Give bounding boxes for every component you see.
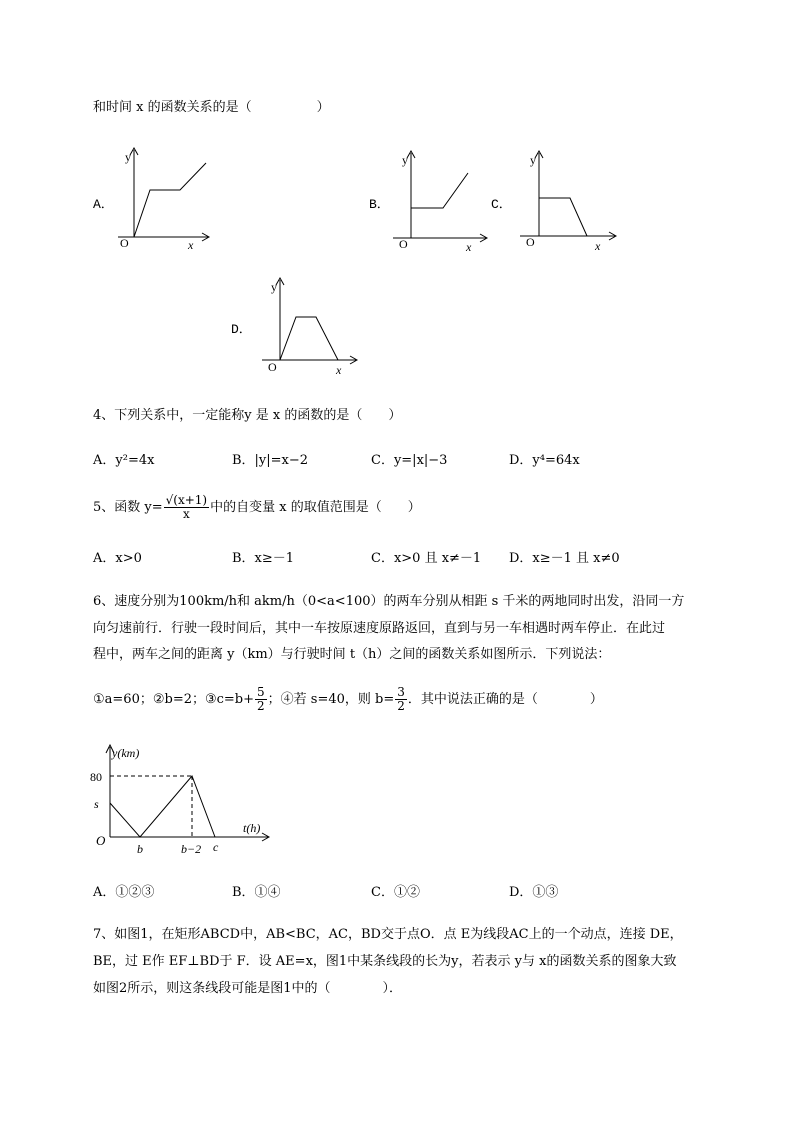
q6-option-d: D．①③ [509,885,559,900]
graph-a [110,145,220,250]
graph-a-label: A． [93,197,114,212]
q5-option-b: B．x≥－1 [232,551,295,566]
q4-option-d: D．y⁴=64x [509,453,580,468]
graph-a-x: x [188,238,194,252]
q6-option-a: A．①②③ [93,885,155,900]
q6-tick-80: 80 [90,770,102,784]
graph-c-x: x [595,239,601,253]
graph-b-label: B． [369,197,390,212]
q5-stem: 5、函数 y= $\frac{√(x+1)}{x}$ 中的自变量 x 的取值范围是（ ） [93,493,421,521]
graph-d-label: D． [231,322,252,337]
graph-c-o: O [526,235,535,249]
q3-stem: 和时间 x 的函数关系的是（ ） [93,100,330,115]
q6-line-1: 6、速度分别为100km/h和 akm/h（0<a<100）的两车分别从相距 s 千米的两地同时出发，沿同一方 [93,594,685,609]
graph-d-o: O [268,360,277,374]
q4-option-b: B．|y|=x−2 [232,453,309,468]
q6-statements: ①a=60；②b=2；③c=b+ $\frac{5}{2}$ ；④若 s=40，则 b= $\frac{3}{2}$ ．其中说法正确的是（ ） [93,685,603,713]
graph-c [515,148,625,253]
graph-b-y: y [402,153,408,167]
q6-line-3: 程中，两车之间的距离 y（km）与行驶时间 t（h）之间的函数关系如图所示．下列说法： [93,647,611,662]
graph-b [388,148,498,253]
q4-stem: 4、下列关系中，一定能称y 是 x 的函数的是（ ） [93,408,402,423]
q5-option-c: C．x>0 且 x≠－1 [371,551,482,566]
q6-tick-c: c [213,840,219,854]
graph-c-y: y [530,153,536,167]
q6-fraction-1: $\frac{5}{2}$ [257,685,265,713]
q6-tick-b: b [137,842,143,856]
q4-option-c: C．y=|x|−3 [371,453,448,468]
q6-tick-b2: b−2 [181,842,202,856]
q6-graph [88,745,278,857]
graph-a-y: y [125,150,131,164]
q6-line-2: 向匀速前行．行驶一段时间后，其中一车按原速度原路返回，直到与另一车相遇时两车停止．在此过 [93,621,666,636]
graph-a-o: O [120,236,129,250]
q7-line-1: 7、如图1，在矩形ABCD中，AB<BC，AC，BD交于点O．点 E为线段AC上的一个动点，连接 DE， [93,927,683,942]
q4-option-a: A．y²=4x [93,453,155,468]
q6-option-c: C．①② [371,885,420,900]
q6-origin: O [96,833,106,848]
graph-b-x: x [466,240,472,254]
q6-x-label: t(h) [243,821,261,835]
graph-b-o: O [399,237,408,251]
q6-option-b: B．①④ [232,885,281,900]
q6-y-label: y(km) [112,746,140,760]
graph-d-x: x [336,363,342,377]
q7-line-2: BE，过 E作 EF⊥BD于 F．设 AE=x，图1中某条线段的长为y，若表示 y与 x的函数关系的图象大致 [93,954,677,969]
q5-fraction: $\frac{√(x+1)}{x}$ [165,493,208,521]
q7-line-3: 如图2所示，则这条线段可能是图1中的（ ）． [93,981,403,996]
q6-tick-s: s [94,797,99,811]
graph-c-label: C． [491,197,512,212]
graph-d [258,275,368,380]
q5-option-d: D．x≥－1 且 x≠0 [509,551,620,566]
q5-option-a: A．x>0 [93,551,142,566]
graph-d-y: y [271,280,277,294]
q6-fraction-2: $\frac{3}{2}$ [397,685,405,713]
